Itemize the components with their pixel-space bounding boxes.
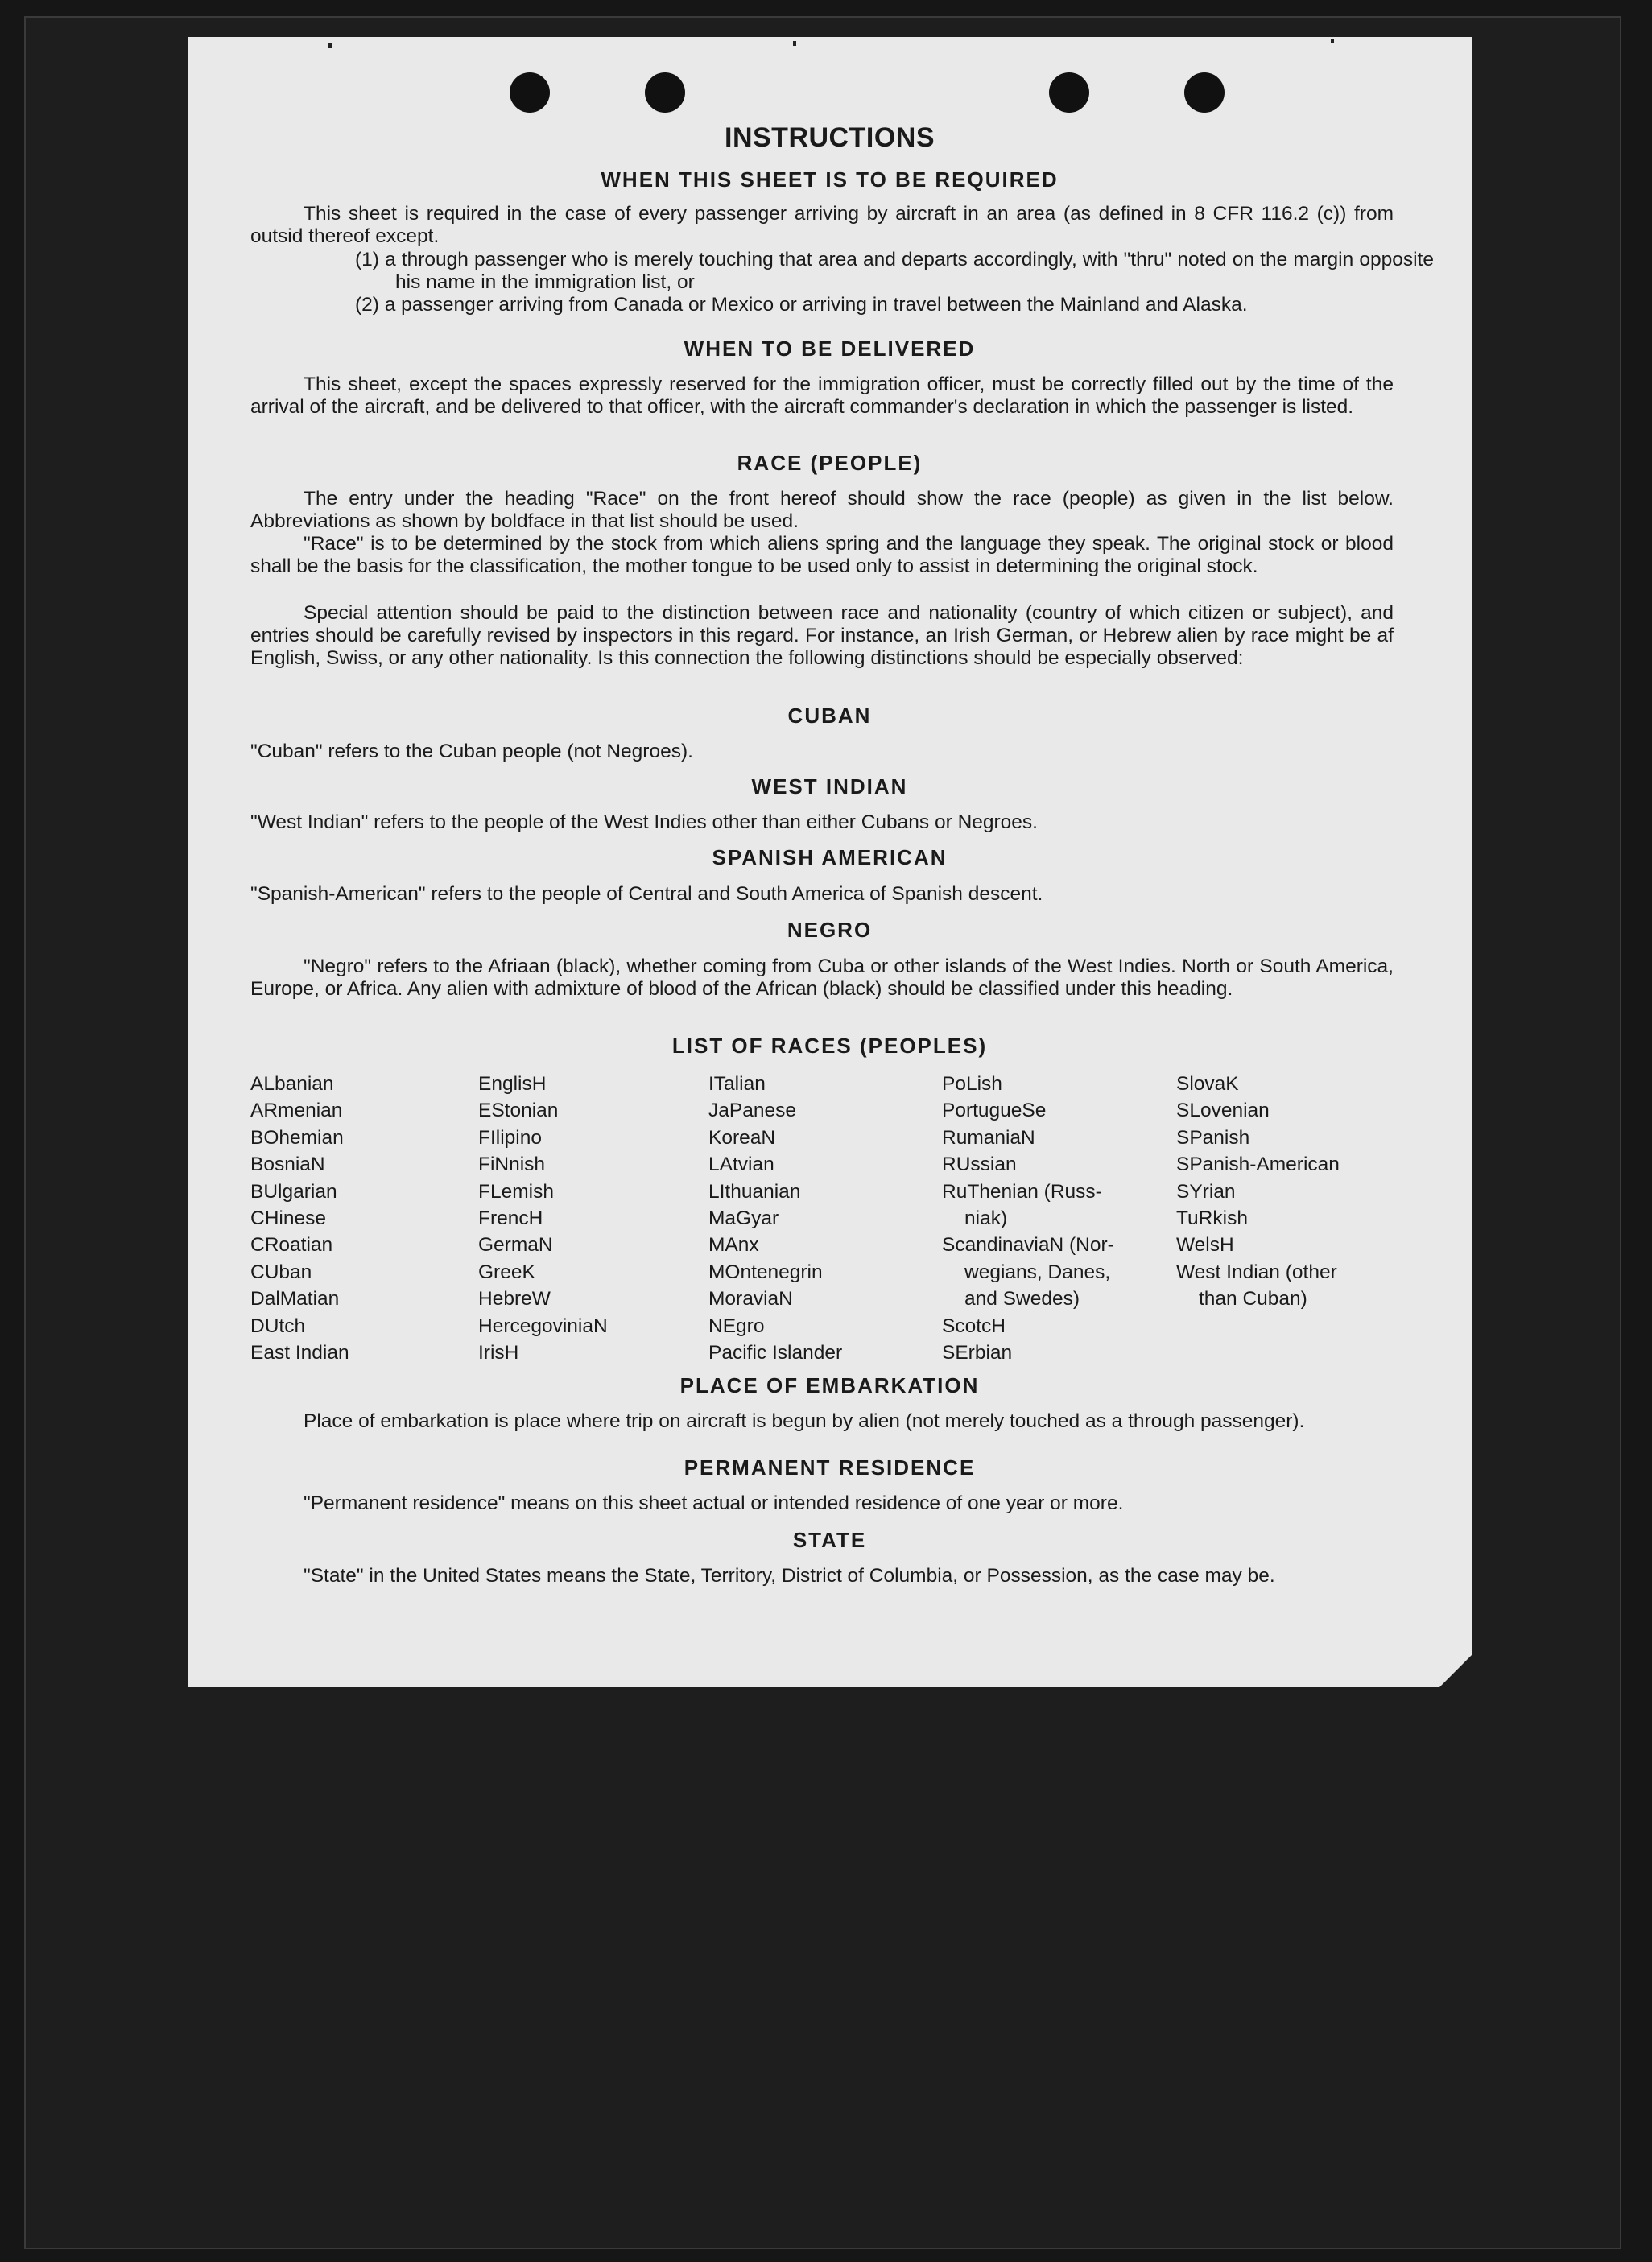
race-item: JaPanese — [708, 1100, 796, 1122]
race-item: TuRkish — [1176, 1207, 1248, 1230]
race-item: SLovenian — [1176, 1100, 1270, 1122]
heading-cuban: CUBAN — [787, 704, 872, 728]
race-item: wegians, Danes, — [964, 1261, 1111, 1283]
heading-state: STATE — [792, 1528, 867, 1552]
when-delivered-text: This sheet, except the spaces expressly reserved for the immigration officer, must be correctly filled out by the time of the arrival of the aircraft, and be delivered to that officer, with the aircraft commander's declaration in which the passenger is listed. — [250, 374, 1394, 418]
race-item: ALbanian — [250, 1073, 334, 1095]
race-item: RUssian — [942, 1154, 1017, 1176]
race-item: BOhemian — [250, 1126, 344, 1149]
race-paragraph-2: "Race" is to be determined by the stock from which aliens spring and the language they speak. The original stock or blood shall be the basis for the classification, the mother tongue to be used only to assist in determining the original stock. — [250, 533, 1394, 577]
heading-when-delivered: WHEN TO BE DELIVERED — [684, 336, 976, 361]
race-item: GermaN — [478, 1234, 553, 1257]
race-item: GreeK — [478, 1261, 535, 1283]
heading-permanent-residence: PERMANENT RESIDENCE — [684, 1455, 976, 1480]
race-item: SPanish — [1176, 1126, 1250, 1149]
race-item: SlovaK — [1176, 1073, 1239, 1095]
race-item: RuThenian (Russ- — [942, 1180, 1102, 1203]
race-item: EStonian — [478, 1100, 559, 1122]
punch-hole — [1184, 72, 1225, 113]
race-item: CUban — [250, 1261, 312, 1283]
race-paragraph-1: The entry under the heading "Race" on the front hereof should show the race (people) as given in the list below. Abbreviations as shown by boldface in that list should be used. — [250, 488, 1394, 532]
race-item: FrencH — [478, 1207, 543, 1230]
race-item: niak) — [964, 1207, 1008, 1230]
heading-west-indian: WEST INDIAN — [751, 774, 908, 799]
race-item: DalMatian — [250, 1288, 340, 1311]
race-item: SErbian — [942, 1342, 1013, 1364]
race-item: West Indian (other — [1176, 1261, 1337, 1283]
folded-corner — [1439, 1655, 1472, 1687]
race-item: PortugueSe — [942, 1100, 1047, 1122]
race-item: EnglisH — [478, 1073, 547, 1095]
punch-hole — [510, 72, 550, 113]
race-item: NEgro — [708, 1315, 765, 1337]
race-item: WelsH — [1176, 1234, 1234, 1257]
heading-embarkation: PLACE OF EMBARKATION — [679, 1373, 980, 1397]
race-item: ITalian — [708, 1073, 766, 1095]
when-required-item-2: (2) a passenger arriving from Canada or Mexico or arriving in travel between the Mainland and Alaska. — [355, 294, 1248, 316]
page-title: INSTRUCTIONS — [725, 122, 935, 153]
heading-spanish-american: SPANISH AMERICAN — [712, 845, 948, 869]
races-column-3 — [708, 1071, 950, 1366]
race-item: MaGyar — [708, 1207, 779, 1230]
race-item: HercegoviniaN — [478, 1315, 608, 1337]
races-column-1 — [250, 1071, 492, 1366]
race-item: ScandinaviaN (Nor- — [942, 1234, 1114, 1257]
punch-hole — [1049, 72, 1089, 113]
race-item: FIlipino — [478, 1126, 542, 1149]
heading-when-required: WHEN THIS SHEET IS TO BE REQUIRED — [601, 167, 1059, 192]
race-paragraph-3: Special attention should be paid to the distinction between race and nationality (country of which citizen or subject), and entries should be carefully revised by inspectors in this regard. For instance, an Irish German, or Hebrew alien by race might be af English, Swiss, or any other nationality. Is this connection the following distinctions should be especially observed: — [250, 602, 1394, 669]
race-item: than Cuban) — [1199, 1288, 1307, 1311]
state-text: "State" in the United States means the State, Territory, District of Columbia, or Possession, as the case may be. — [304, 1565, 1275, 1587]
race-item: and Swedes) — [964, 1288, 1080, 1311]
race-item: SPanish-American — [1176, 1154, 1340, 1176]
heading-negro: NEGRO — [787, 918, 873, 942]
spanish-american-text: "Spanish-American" refers to the people of Central and South America of Spanish descent. — [250, 883, 1043, 905]
punch-hole — [645, 72, 685, 113]
race-item: FiNnish — [478, 1154, 546, 1176]
race-item: CRoatian — [250, 1234, 333, 1257]
race-item: MAnx — [708, 1234, 759, 1257]
race-item: Pacific Islander — [708, 1342, 843, 1364]
when-required-item-1: (1) a through passenger who is merely touching that area and departs accordingly, with "thru" noted on the margin opposite his name in the immigration list, or — [355, 249, 1434, 293]
race-item: KoreaN — [708, 1126, 776, 1149]
races-column-4 — [942, 1071, 1183, 1366]
west-indian-text: "West Indian" refers to the people of the West Indies other than either Cubans or Negroes. — [250, 811, 1038, 833]
race-item: MOntenegrin — [708, 1261, 823, 1283]
heading-race: RACE (PEOPLE) — [737, 451, 923, 475]
speck — [328, 43, 332, 48]
race-item: MoraviaN — [708, 1288, 793, 1311]
race-item: DUtch — [250, 1315, 306, 1337]
races-column-2 — [478, 1071, 720, 1366]
race-item: IrisH — [478, 1342, 519, 1364]
race-item: SYrian — [1176, 1180, 1236, 1203]
race-item: ScotcH — [942, 1315, 1006, 1337]
race-item: BUlgarian — [250, 1180, 337, 1203]
race-item: LAtvian — [708, 1154, 774, 1176]
speck — [793, 41, 796, 46]
race-item: LIthuanian — [708, 1180, 801, 1203]
permanent-residence-text: "Permanent residence" means on this sheet actual or intended residence of one year or more. — [304, 1492, 1124, 1514]
embarkation-text: Place of embarkation is place where trip on aircraft is begun by alien (not merely touched as a through passenger). — [304, 1410, 1305, 1432]
speck — [1331, 39, 1334, 43]
when-required-intro: This sheet is required in the case of every passenger arriving by aircraft in an area (as defined in 8 CFR 116.2 (c)) from outsid thereof except. — [250, 203, 1394, 247]
race-item: BosniaN — [250, 1154, 325, 1176]
race-item: East Indian — [250, 1342, 349, 1364]
race-item: FLemish — [478, 1180, 554, 1203]
race-item: CHinese — [250, 1207, 326, 1230]
document-sheet — [188, 37, 1472, 1687]
race-item: RumaniaN — [942, 1126, 1035, 1149]
race-item: HebreW — [478, 1288, 551, 1311]
heading-list-of-races: LIST OF RACES (PEOPLES) — [671, 1034, 988, 1058]
negro-text: "Negro" refers to the Afriaan (black), whether coming from Cuba or other islands of the West Indies. North or South America, Europe, or Africa. Any alien with admixture of blood of the African (black) should be classified under this heading. — [250, 956, 1394, 1000]
race-item: PoLish — [942, 1073, 1002, 1095]
race-item: ARmenian — [250, 1100, 343, 1122]
cuban-text: "Cuban" refers to the Cuban people (not Negroes). — [250, 741, 693, 762]
races-column-5 — [1176, 1071, 1418, 1313]
